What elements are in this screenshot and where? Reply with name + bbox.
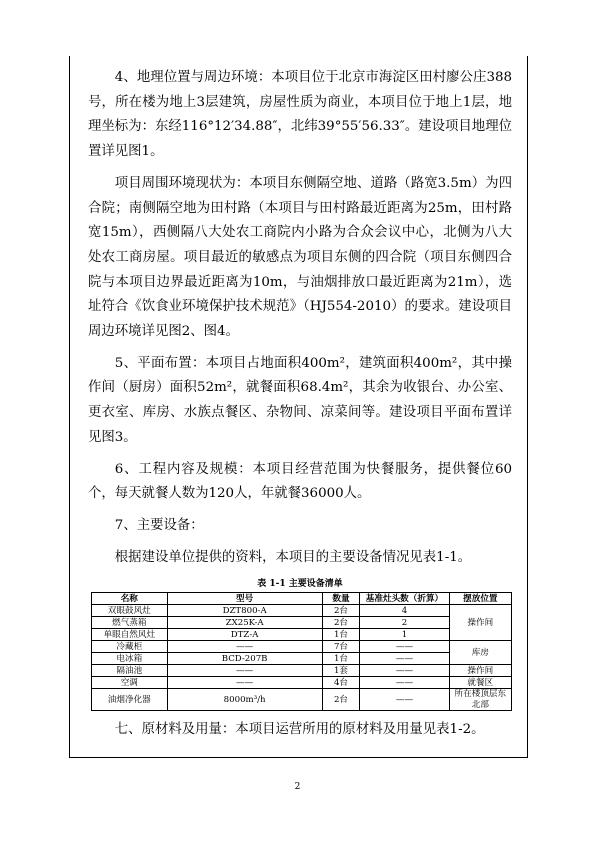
table-row (92, 677, 512, 689)
cell-name: 油烟净化器 (92, 689, 168, 711)
header-name: 名称 (92, 593, 168, 605)
document-body (88, 66, 512, 743)
table-row (92, 689, 512, 711)
paragraph-layout: 5、平面布置：本项目占地面积400m²，建筑面积400m²，其中操作间（厨房）面积52m²，就餐面积68.4m²，其余为收银台、办公室、更衣室、库房、水族点餐区、杂物间、凉菜间等。建设项目平面布置详见图3。 (88, 355, 512, 445)
cell-qty: 1套 (322, 665, 360, 677)
cell-name: 空调 (92, 677, 168, 689)
cell-burners: 4 (360, 605, 449, 617)
cell-name: 冷藏柜 (92, 641, 168, 653)
cell-model: 8000m³/h (167, 689, 322, 711)
cell-model: DZT800-A (167, 605, 322, 617)
table-row (92, 629, 512, 641)
cell-model: —— (167, 665, 322, 677)
cell-location: 操作间 (449, 665, 511, 677)
header-model: 型号 (167, 593, 322, 605)
header-location: 摆放位置 (449, 593, 511, 605)
cell-name: 隔油池 (92, 665, 168, 677)
cell-burners: 2 (360, 617, 449, 629)
cell-burners: —— (360, 641, 449, 653)
table-row (92, 605, 512, 617)
cell-location: 操作间 (449, 605, 511, 641)
cell-qty: 7台 (322, 641, 360, 653)
cell-name: 电冰箱 (92, 653, 168, 665)
cell-qty: 4台 (322, 677, 360, 689)
table-row (92, 617, 512, 629)
cell-model: BCD-207B (167, 653, 322, 665)
table-caption: 表 1-1 主要设备清单 (257, 579, 343, 590)
paragraph-materials: 七、原材料及用量：本项目运营所用的原材料及用量见表1-2。 (114, 722, 485, 738)
paragraph-equipment-heading: 7、主要设备： (114, 517, 204, 533)
cell-burners: —— (360, 677, 449, 689)
equipment-table (91, 592, 512, 711)
table-row (92, 653, 512, 665)
cell-qty: 2台 (322, 605, 360, 617)
header-burners: 基准灶头数（折算） (360, 593, 449, 605)
paragraph-scale: 6、工程内容及规模：本项目经营范围为快餐服务，提供餐位60个，每天就餐人数为120人，年就餐36000人。 (88, 461, 512, 502)
header-qty: 数量 (322, 593, 360, 605)
cell-location: 所在楼顶层东北部 (449, 689, 511, 711)
page-number: 2 (294, 782, 301, 792)
cell-burners: —— (360, 665, 449, 677)
cell-location: 就餐区 (449, 677, 511, 689)
cell-model: ZX25K-A (167, 617, 322, 629)
cell-qty: 2台 (322, 689, 360, 711)
cell-qty: 1台 (322, 653, 360, 665)
cell-name: 双眼鼓风灶 (92, 605, 168, 617)
table-header-row (92, 593, 512, 605)
cell-location: 库房 (449, 641, 511, 665)
cell-burners: —— (360, 689, 449, 711)
table-row (92, 641, 512, 653)
cell-model: DTZ-A (167, 629, 322, 641)
cell-model: —— (167, 677, 322, 689)
cell-burners: 1 (360, 629, 449, 641)
cell-qty: 2台 (322, 617, 360, 629)
cell-name: 燃气蒸箱 (92, 617, 168, 629)
paragraph-surroundings: 项目周围环境现状为：本项目东侧隔空地、道路（路宽3.5m）为四合院；南侧隔空地为田村路（本项目与田村路最近距离为25m，田村路宽15m），西侧隔八大处农工商院内小路为合众会议中心，北侧为八大处农工商房屋。项目最近的敏感点为项目东侧的四合院（项目东侧四合院与本项目边界最近距离为10m，与油烟排放口最近距离为21m），选址符合《饮食业环境保护技术规范》（HJ554-2010）的要求。建设项目周边环境详见图2、图4。 (88, 175, 512, 340)
cell-name: 单眼自然风灶 (92, 629, 168, 641)
cell-qty: 1台 (322, 629, 360, 641)
table-row (92, 665, 512, 677)
cell-model: —— (167, 641, 322, 653)
paragraph-location: 4、地理位置与周边环境：本项目位于北京市海淀区田村廖公庄388号，所在楼为地上3层建筑，房屋性质为商业，本项目位于地上1层，地理坐标为：东经116°12′34.88″，北纬39°55′56.33″。建设项目地理位置详见图1。 (88, 70, 512, 160)
paragraph-equipment-intro: 根据建设单位提供的资料，本项目的主要设备情况见表1-1。 (114, 549, 472, 565)
cell-burners: —— (360, 653, 449, 665)
